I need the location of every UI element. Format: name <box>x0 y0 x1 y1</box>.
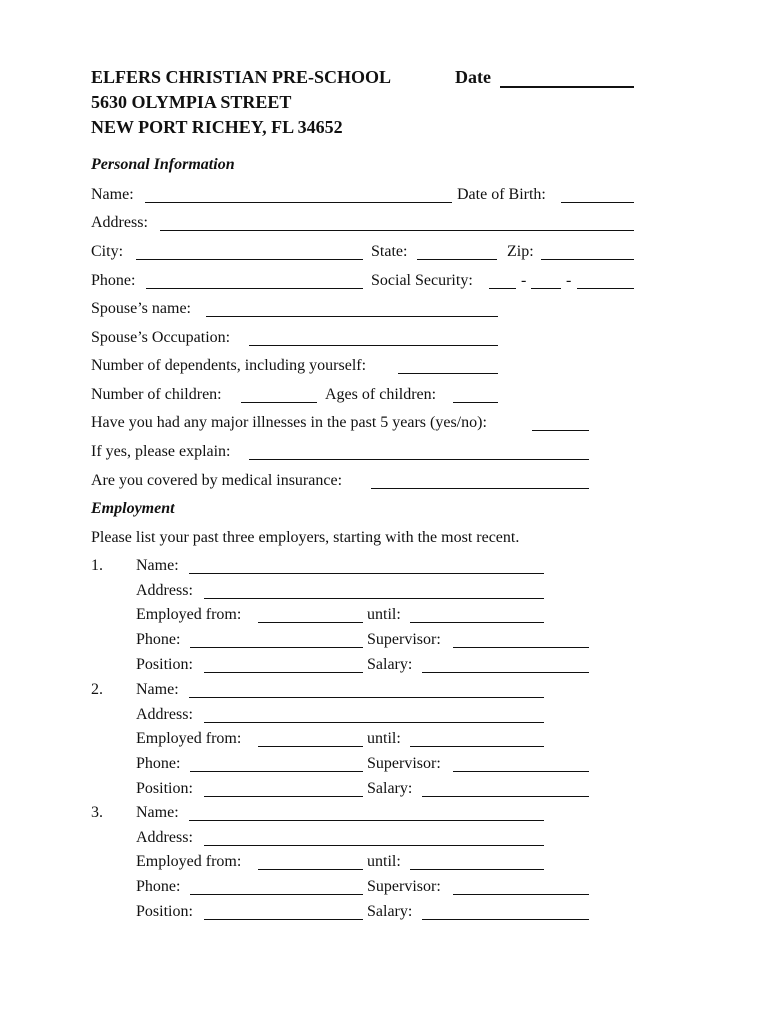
employed-from-field[interactable] <box>258 746 363 747</box>
employer-2-row <box>0 705 770 725</box>
city-field[interactable] <box>136 259 363 260</box>
employer-number: 3. <box>91 804 103 821</box>
address-field[interactable] <box>160 230 634 231</box>
employer-name-label: Name: <box>136 681 179 698</box>
address-row <box>0 213 770 233</box>
employer-position-field[interactable] <box>204 796 363 797</box>
employer-2-row <box>0 754 770 774</box>
employed-until-label: until: <box>367 730 401 748</box>
employer-number: 2. <box>91 681 103 698</box>
dependents-label: Number of dependents, including yourself: <box>91 357 367 374</box>
employer-name-field[interactable] <box>189 573 544 574</box>
employer-address-field[interactable] <box>204 845 544 846</box>
employer-phone-field[interactable] <box>190 771 363 772</box>
employer-name-label: Name: <box>136 557 179 574</box>
employer-supervisor-label: Supervisor: <box>367 631 441 649</box>
employed-from-label: Employed from: <box>136 606 242 624</box>
employer-phone-label: Phone: <box>136 631 181 649</box>
employer-2-row <box>0 680 770 700</box>
ssn-dash-2: - <box>566 272 572 289</box>
ssn-dash-1: - <box>521 272 527 289</box>
insurance-row <box>0 471 770 491</box>
employed-from-label: Employed from: <box>136 853 242 871</box>
zip-field[interactable] <box>541 259 634 260</box>
zip-label: Zip: <box>507 243 534 260</box>
employer-2-row <box>0 729 770 749</box>
ssn-field-3[interactable] <box>577 288 634 289</box>
employer-3-row <box>0 828 770 848</box>
employer-salary-label: Salary: <box>367 779 413 797</box>
employer-name-label: Name: <box>136 804 179 821</box>
employer-phone-field[interactable] <box>190 894 363 895</box>
employer-supervisor-field[interactable] <box>453 894 589 895</box>
dependents-field[interactable] <box>398 373 498 374</box>
address-label: Address: <box>91 214 148 231</box>
employment-instructions-row <box>0 528 770 548</box>
employer-phone-field[interactable] <box>190 647 363 648</box>
name-field[interactable] <box>145 202 452 203</box>
employer-supervisor-field[interactable] <box>453 647 589 648</box>
personal-info-heading: Personal Information <box>91 156 235 173</box>
employer-address-field[interactable] <box>204 722 544 723</box>
ssn-field-1[interactable] <box>489 288 516 289</box>
employer-address-label: Address: <box>136 581 193 599</box>
explain-label: If yes, please explain: <box>91 443 231 460</box>
ages-label: Ages of children: <box>325 386 437 403</box>
employer-supervisor-label: Supervisor: <box>367 755 441 773</box>
employed-from-label: Employed from: <box>136 730 242 748</box>
employed-from-field[interactable] <box>258 869 363 870</box>
employer-1-row <box>0 655 770 675</box>
employer-address-label: Address: <box>136 705 193 723</box>
spouse-occupation-field[interactable] <box>249 345 498 346</box>
employer-salary-label: Salary: <box>367 902 413 920</box>
employer-3-row <box>0 902 770 922</box>
employer-1-row <box>0 630 770 650</box>
employer-1-row <box>0 556 770 576</box>
spouse-occupation-label: Spouse’s Occupation: <box>91 329 231 346</box>
name-label: Name: <box>91 186 134 203</box>
employer-supervisor-field[interactable] <box>453 771 589 772</box>
city-label: City: <box>91 243 124 260</box>
employer-salary-field[interactable] <box>422 672 589 673</box>
employed-until-label: until: <box>367 606 401 624</box>
children-row <box>0 385 770 405</box>
illness-row <box>0 413 770 433</box>
state-label: State: <box>371 243 408 260</box>
school-street: 5630 OLYMPIA STREET <box>91 92 292 112</box>
employer-salary-field[interactable] <box>422 919 589 920</box>
employer-1-row <box>0 605 770 625</box>
state-field[interactable] <box>417 259 497 260</box>
spouse-name-field[interactable] <box>206 316 498 317</box>
school-name: ELFERS CHRISTIAN PRE-SCHOOL <box>91 67 392 87</box>
employer-2-row <box>0 779 770 799</box>
illness-field[interactable] <box>532 430 589 431</box>
school-city: NEW PORT RICHEY, FL 34652 <box>91 117 343 137</box>
employer-3-row <box>0 803 770 823</box>
employed-until-field[interactable] <box>410 622 544 623</box>
spouse-name-row <box>0 299 770 319</box>
dob-field[interactable] <box>561 202 634 203</box>
ages-field[interactable] <box>453 402 498 403</box>
employer-name-field[interactable] <box>189 697 544 698</box>
explain-row <box>0 442 770 462</box>
employer-position-label: Position: <box>136 902 193 920</box>
date-label: Date <box>455 67 491 87</box>
phone-label: Phone: <box>91 272 136 289</box>
employed-until-field[interactable] <box>410 869 544 870</box>
employer-position-label: Position: <box>136 655 193 673</box>
spouse-occupation-row <box>0 328 770 348</box>
employer-salary-field[interactable] <box>422 796 589 797</box>
employer-number: 1. <box>91 557 103 574</box>
name-row <box>0 185 770 205</box>
employer-position-label: Position: <box>136 779 193 797</box>
children-label: Number of children: <box>91 386 222 403</box>
employer-3-row <box>0 852 770 872</box>
phone-field[interactable] <box>146 288 363 289</box>
employer-address-field[interactable] <box>204 598 544 599</box>
employed-from-field[interactable] <box>258 622 363 623</box>
insurance-label: Are you covered by medical insurance: <box>91 472 343 489</box>
employer-name-field[interactable] <box>189 820 544 821</box>
employer-position-field[interactable] <box>204 919 363 920</box>
employer-phone-label: Phone: <box>136 878 181 896</box>
employer-phone-label: Phone: <box>136 755 181 773</box>
spouse-name-label: Spouse’s name: <box>91 300 191 317</box>
date-field[interactable] <box>500 86 634 88</box>
phone-row <box>0 271 770 291</box>
dob-label: Date of Birth: <box>457 186 546 203</box>
insurance-field[interactable] <box>371 488 589 489</box>
dependents-row <box>0 356 770 376</box>
employment-instructions: Please list your past three employers, starting with the most recent. <box>91 529 520 546</box>
employed-until-field[interactable] <box>410 746 544 747</box>
ssn-label: Social Security: <box>371 272 473 289</box>
explain-field[interactable] <box>249 459 589 460</box>
employer-salary-label: Salary: <box>367 655 413 673</box>
employer-address-label: Address: <box>136 828 193 846</box>
city-row <box>0 242 770 262</box>
employer-3-row <box>0 877 770 897</box>
employer-supervisor-label: Supervisor: <box>367 878 441 896</box>
illness-label: Have you had any major illnesses in the past 5 years (yes/no): <box>91 414 487 431</box>
employed-until-label: until: <box>367 853 401 871</box>
ssn-field-2[interactable] <box>531 288 561 289</box>
employer-1-row <box>0 581 770 601</box>
employer-position-field[interactable] <box>204 672 363 673</box>
employment-heading: Employment <box>91 500 175 517</box>
children-field[interactable] <box>241 402 317 403</box>
